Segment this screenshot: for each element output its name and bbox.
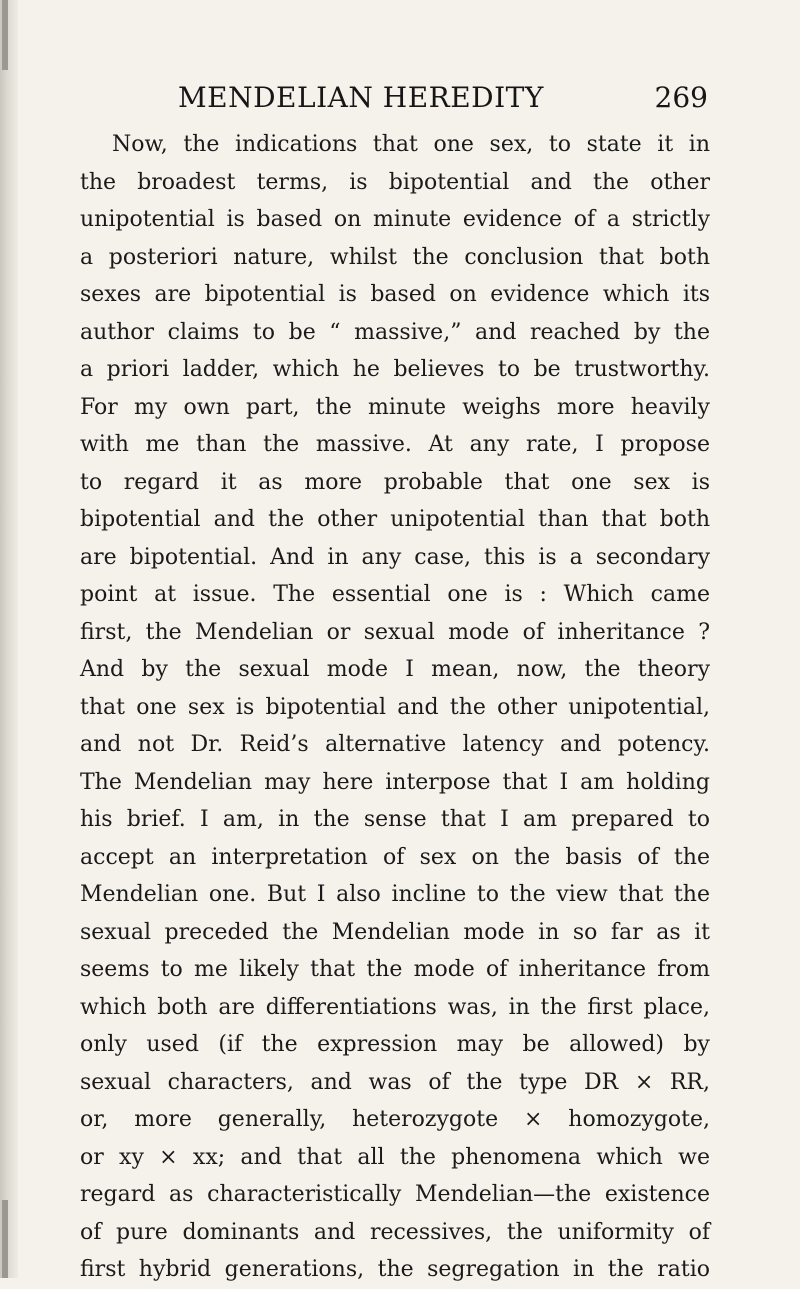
text-line: a posteriori nature, whilst the conclusion that both — [80, 244, 710, 270]
text-line: sexual preceded the Mendelian mode in so far as it — [80, 919, 710, 945]
text-line: or, more generally, heterozygote × homozygote, — [80, 1107, 710, 1132]
page-header — [178, 78, 708, 118]
text-line: bipotential and the other unipotential than that both — [80, 507, 710, 532]
text-line: point at issue. The essential one is : Which came — [80, 582, 710, 607]
binding-shadow-top — [2, 0, 8, 70]
binding-shadow-bottom — [2, 1200, 8, 1278]
text-line: For my own part, the minute weighs more heavily — [80, 394, 710, 420]
page-number: 269 — [654, 81, 708, 114]
text-line: first hybrid generations, the segregation in the ratio — [80, 1257, 710, 1282]
body-paragraph — [80, 126, 710, 1289]
text-line: a priori ladder, which he believes to be trustworthy. — [80, 357, 710, 382]
text-line: or xy × xx; and that all the phenomena which we — [80, 1144, 710, 1170]
text-line: seems to me likely that the mode of inheritance from — [80, 957, 710, 982]
running-title: MENDELIAN HEREDITY — [178, 81, 544, 114]
text-line: author claims to be “ massive,” and reached by the — [80, 319, 710, 345]
page-binding-edge — [0, 0, 18, 1278]
text-line: unipotential is based on minute evidence of a strictly — [80, 207, 710, 232]
text-line: Now, the indications that one sex, to state it in — [112, 132, 710, 157]
text-line: The Mendelian may here interpose that I am holding — [80, 769, 710, 795]
text-line: regard as characteristically Mendelian—the existence — [80, 1182, 710, 1207]
text-line: And by the sexual mode I mean, now, the theory — [80, 657, 710, 682]
text-line: his brief. I am, in the sense that I am prepared to — [80, 807, 710, 832]
text-line: to regard it as more probable that one sex is — [80, 469, 710, 495]
text-line: that one sex is bipotential and the other unipotential, — [80, 694, 710, 720]
text-line: sexes are bipotential is based on evidence which its — [80, 282, 710, 307]
text-line: and not Dr. Reid’s alternative latency and potency. — [80, 732, 710, 757]
text-line: are bipotential. And in any case, this is a secondary — [80, 544, 710, 570]
text-line: accept an interpretation of sex on the basis of the — [80, 844, 710, 870]
text-line: the broadest terms, is bipotential and the other — [80, 169, 710, 195]
text-line: first, the Mendelian or sexual mode of inheritance ? — [80, 619, 710, 645]
text-line: which both are differentiations was, in the first place, — [80, 994, 710, 1020]
text-line: with me than the massive. At any rate, I propose — [80, 432, 710, 457]
text-line: sexual characters, and was of the type DR × RR, — [80, 1069, 710, 1095]
text-line: only used (if the expression may be allowed) by — [80, 1032, 710, 1057]
text-line: of pure dominants and recessives, the uniformity of — [80, 1219, 710, 1245]
text-line: Mendelian one. But I also incline to the view that the — [80, 882, 710, 907]
